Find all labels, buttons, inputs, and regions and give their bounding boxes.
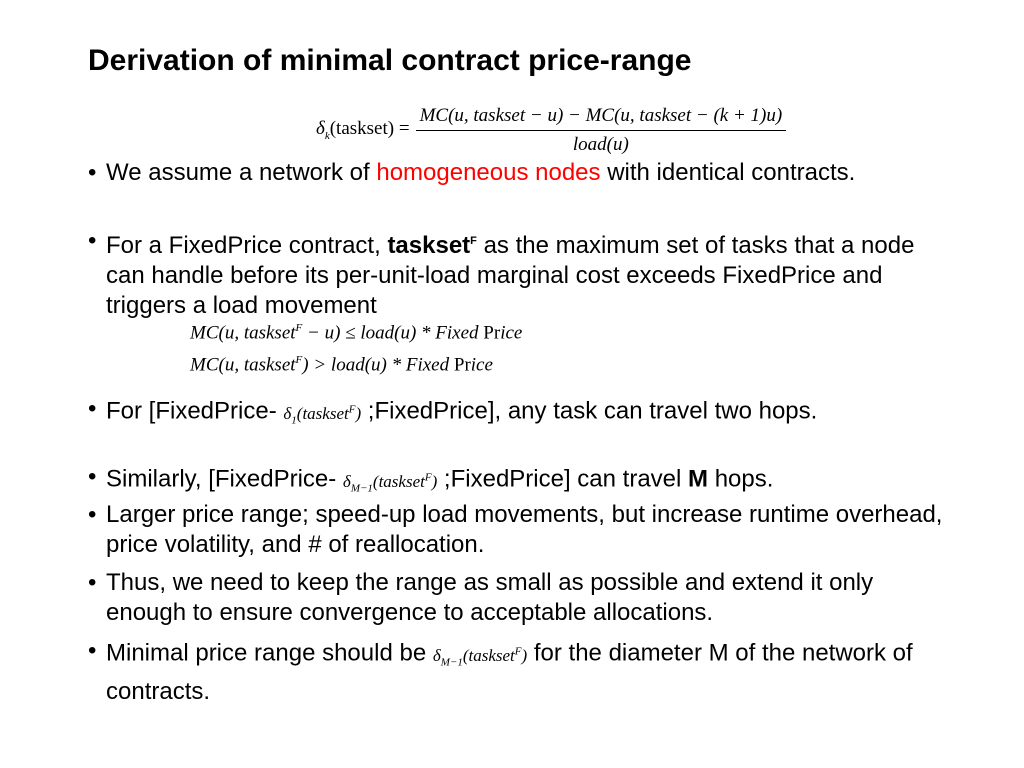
bullet-taskset-definition [88, 226, 948, 321]
delta-subscript: 1 [291, 414, 297, 427]
inequality-part: ) > load(u) * Fixed [302, 354, 454, 376]
math-part: (taskset [296, 403, 349, 423]
bullet-marker: • [88, 395, 97, 422]
bullet-marker: • [88, 159, 97, 186]
math-part: ) [431, 471, 438, 491]
inequality-superscript: F [295, 354, 303, 366]
bullet-text-part: We assume a network of [106, 159, 377, 186]
bullet-text-part: For a FixedPrice contract, [106, 232, 388, 259]
bullet-marker: • [88, 227, 97, 254]
delta-m-minus-1-expression [342, 471, 438, 495]
bullet-text-part: Minimal price range should be [106, 639, 433, 667]
bullet-marker: • [88, 637, 97, 664]
bullet-homogeneous-nodes [88, 158, 948, 188]
bullet-text [106, 394, 948, 435]
delta-subscript: M−1 [440, 656, 463, 669]
inequality-part: ice [500, 322, 523, 344]
bullet-text-part: for the diameter M of the network of contracts. [106, 639, 913, 706]
bullet-text [106, 636, 948, 707]
bullet-text [106, 158, 948, 188]
bullet-text-part: ;FixedPrice], any task can travel two hops. [361, 397, 818, 425]
inequality-part: MC(u, taskset [190, 322, 296, 344]
bullet-text-part: ;FixedPrice] can travel [437, 465, 689, 493]
math-superscript: F [424, 471, 432, 483]
bullet-keep-range-small [88, 568, 948, 628]
bullet-marker: • [88, 501, 97, 528]
delta-symbol: δ [316, 118, 325, 140]
taskset-term: taskset [387, 232, 471, 259]
bullet-text [106, 462, 948, 503]
inequality-part: − u) ≤ load(u) * Fixed [302, 322, 484, 344]
bullet-text-part: with identical contracts. [600, 159, 856, 186]
bullet-text-part: hops. [708, 465, 774, 493]
bullet-text-part: Similarly, [FixedPrice- [106, 465, 343, 493]
math-part: (taskset [372, 471, 425, 491]
inequality-part: Pr [483, 322, 501, 344]
bullet-text [106, 226, 948, 321]
taskset-term-superscript: F [470, 235, 477, 247]
formula-lhs-argument: (taskset) = [329, 118, 410, 140]
highlight-homogeneous-nodes: homogeneous nodes [376, 159, 601, 186]
delta-subscript: k [324, 129, 330, 142]
bullet-marker: • [88, 569, 97, 596]
formula-numerator: MC(u, taskset − u) − MC(u, taskset − (k + 1)u) [416, 105, 787, 131]
inequality-part: Pr [453, 354, 471, 376]
bullet-text-part: For [FixedPrice- [106, 397, 284, 425]
bullet-minimal-price-range [88, 636, 948, 707]
delta-1-expression [283, 403, 362, 427]
slide-title: Derivation of minimal contract price-range [88, 44, 692, 77]
math-superscript: F [514, 645, 522, 657]
bullet-marker: • [88, 463, 97, 490]
formula-lhs [316, 118, 410, 142]
delta-m-minus-1-expression [432, 645, 528, 669]
bullet-text: Thus, we need to keep the range as small as possible and extend it only enough to ensure convergence to acceptable allocations. [106, 569, 874, 626]
math-part: ) [521, 645, 528, 665]
math-part: (taskset [462, 645, 515, 665]
formula-fraction [416, 105, 787, 156]
m-hops-emphasis: M [688, 465, 709, 493]
bullet-m-hops [88, 462, 948, 503]
bullet-larger-price-range [88, 500, 948, 560]
bullet-text-part: as the maximum set of tasks that a node can handle before its per-unit-load marginal cost exceeds FixedPrice and triggers a load movement [106, 232, 915, 319]
formula-denominator: load(u) [572, 133, 629, 155]
bullet-two-hops [88, 394, 948, 435]
inequality-part: MC(u, taskset [190, 354, 296, 376]
delta-symbol: δ [283, 403, 292, 423]
delta-symbol: δ [342, 471, 351, 491]
inequality-superscript: F [295, 322, 303, 334]
math-superscript: F [348, 403, 356, 415]
delta-definition-formula [316, 94, 786, 166]
delta-subscript: M−1 [350, 482, 373, 495]
inequality-exceeds-price [190, 354, 493, 376]
inequality-part: ice [470, 354, 493, 376]
inequality-within-capacity [190, 322, 522, 344]
math-part: ) [355, 403, 362, 423]
bullet-text: Larger price range; speed-up load movements, but increase runtime overhead, price volatility, and # of reallocation. [106, 501, 943, 558]
delta-symbol: δ [432, 645, 441, 665]
